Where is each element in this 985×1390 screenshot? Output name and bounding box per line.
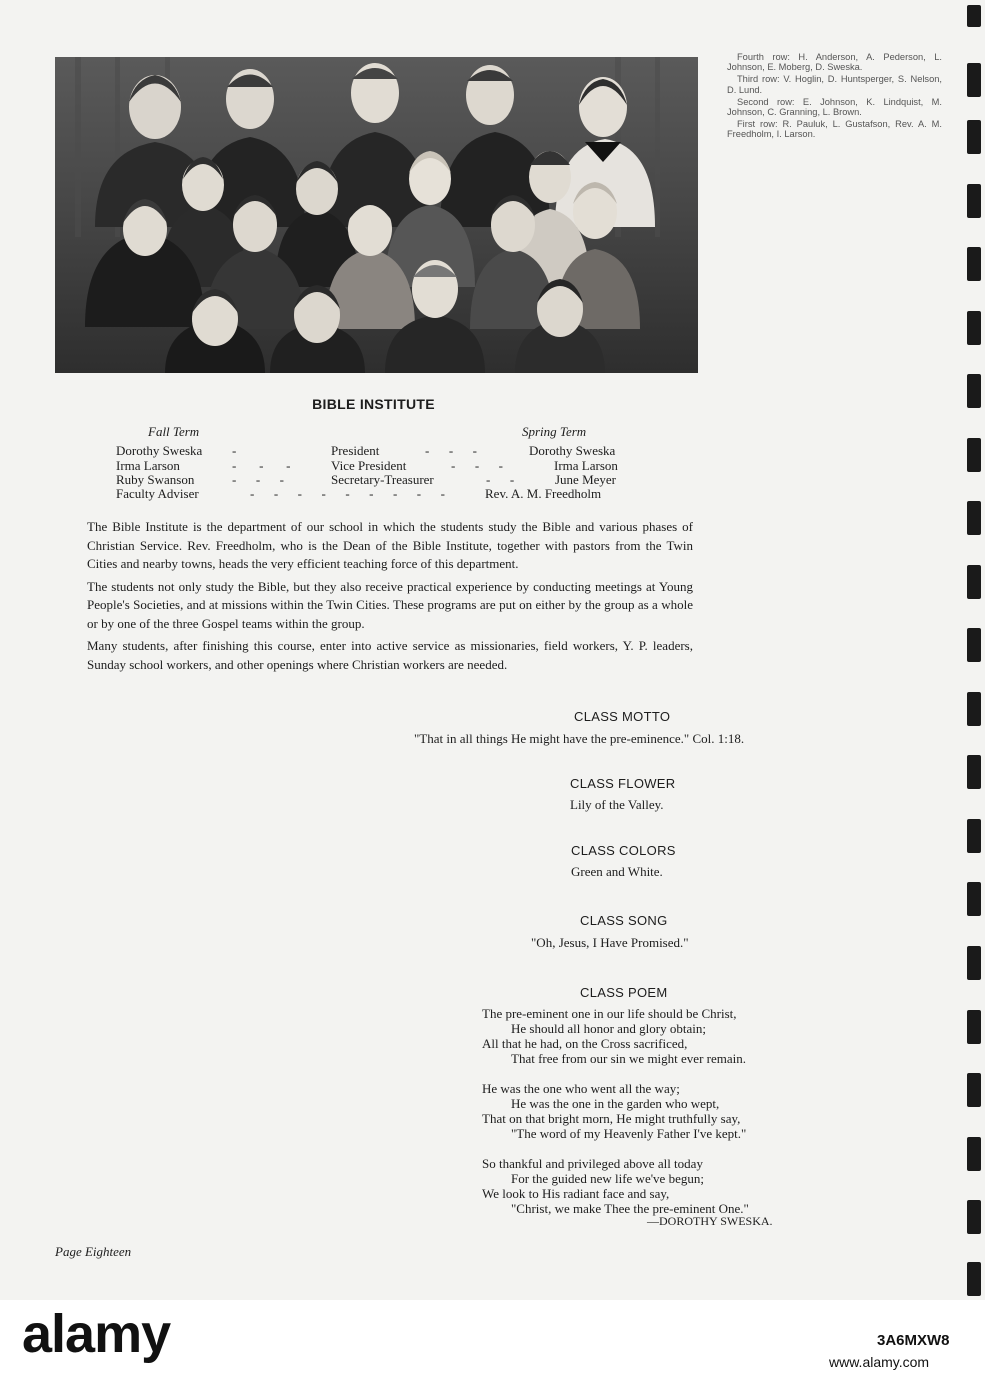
spring-officer: Irma Larson [554,458,618,473]
class-poem [482,1006,749,1231]
poem-line: For the guided new life we've begun; [511,1171,704,1186]
photo-caption [727,52,942,142]
group-photo-image [55,57,698,373]
binding-ring [967,374,981,408]
poem-author: —DOROTHY SWESKA. [647,1214,773,1228]
officer-row: Irma Larson - - - Vice President - - - Irma Larson [116,458,618,473]
page-number: Page Eighteen [55,1244,132,1259]
binding-ring [967,1137,981,1171]
class-song-title: CLASS SONG [580,913,668,928]
poem-line: He was the one who went all the way; [482,1081,680,1096]
binding-ring [967,1073,981,1107]
spring-officer: June Meyer [555,472,617,487]
fall-officer: Ruby Swanson [116,472,195,487]
binding-ring [967,120,981,154]
binding-ring [967,5,981,27]
class-poem-title: CLASS POEM [580,985,668,1000]
poem-line: The pre-eminent one in our life should be Christ, [482,1006,737,1021]
paragraph: The Bible Institute is the department of our school in which the students study the Bible and various phases of Christian Service. Rev. Freedholm, who is the Dean of the Bible Institute, together with pastors from the Twin Cities and nearby towns, heads the very efficient teaching force of this department. [87,519,693,571]
poem-stanza [482,1156,749,1216]
binding-ring [967,882,981,916]
binding-ring [967,628,981,662]
binding-ring [967,565,981,599]
binding-ring [967,184,981,218]
adviser-name: Rev. A. M. Freedholm [485,486,602,501]
binding-ring [967,1200,981,1234]
binding-ring [967,946,981,980]
poem-line: That free from our sin we might ever remain. [511,1051,746,1066]
poem-stanza [482,1006,749,1066]
class-motto-text: "That in all things He might have the pre-eminence." Col. 1:18. [414,731,745,746]
caption-first-row: First row: R. Pauluk, L. Gustafson, Rev. A. M. Freedholm, I. Larson. [727,119,942,140]
fall-officer: Dorothy Sweska [116,443,203,458]
binding-ring [967,247,981,281]
body-text [87,518,693,678]
binding-ring [967,755,981,789]
poem-line: "The word of my Heavenly Father I've kept." [511,1126,747,1141]
poem-line: "Christ, we make Thee the pre-eminent One." [511,1201,749,1216]
class-song-text: "Oh, Jesus, I Have Promised." [531,935,689,950]
binding-ring [967,501,981,535]
class-colors-title: CLASS COLORS [571,843,676,858]
poem-line: He was the one in the garden who wept, [511,1096,720,1111]
stock-logo: alamy [22,1304,171,1364]
poem-line: So thankful and privileged above all today [482,1156,703,1171]
fall-officer: Irma Larson [116,458,180,473]
officer-row: Ruby Swanson - - - Secretary-Treasurer - - June Meyer [116,472,617,487]
group-photo [55,57,698,373]
poem-line: That on that bright morn, He might truthfully say, [482,1111,741,1126]
office-title: Secretary-Treasurer [331,472,434,487]
paragraph: Many students, after finishing this course, enter into active service as missionaries, field workers, Y. P. leaders, Sunday school workers, and other openings where Christian workers are needed. [87,638,693,672]
spring-term-label: Spring Term [522,424,587,439]
paragraph: The students not only study the Bible, but they also receive practical experience by conducting meetings at Young People's Societies, and at missions within the Twin Cities. These programs are put on either by the group as a whole or by one of the three Gospel teams within the group. [87,578,693,631]
stock-url[interactable]: www.alamy.com [829,1354,930,1370]
fall-term-label: Fall Term [148,424,200,439]
stock-image-id: 3A6MXW8 [877,1332,950,1349]
officer-row: Dorothy Sweska - President - - - Dorothy Sweska [116,443,616,458]
binding-ring [967,63,981,97]
poem-line: All that he had, on the Cross sacrificed, [482,1036,688,1051]
binding-ring [967,819,981,853]
binding-ring [967,692,981,726]
adviser-row: Faculty Adviser - - - - - - - - - Rev. A. M. Freedholm [116,486,602,501]
poem-line: He should all honor and glory obtain; [511,1021,706,1036]
office-title: Vice President [331,458,407,473]
binding-ring [967,1262,981,1296]
section-heading: BIBLE INSTITUTE [312,396,435,412]
class-flower-text: Lily of the Valley. [570,797,664,812]
spring-officer: Dorothy Sweska [529,443,616,458]
binding-ring [967,311,981,345]
adviser-label: Faculty Adviser [116,486,199,501]
office-title: President [331,443,380,458]
caption-third-row: Third row: V. Hoglin, D. Huntsperger, S. Nelson, D. Lund. [727,74,942,95]
poem-stanza [482,1081,749,1141]
spiral-binding [963,0,985,1300]
binding-ring [967,1010,981,1044]
class-motto-title: CLASS MOTTO [574,709,671,724]
poem-line: We look to His radiant face and say, [482,1186,670,1201]
class-flower-title: CLASS FLOWER [570,776,676,791]
caption-second-row: Second row: E. Johnson, K. Lindquist, M. Johnson, C. Granning, L. Brown. [727,96,942,118]
class-colors-text: Green and White. [571,864,663,879]
caption-fourth-row: Fourth row: H. Anderson, A. Pederson, L. Johnson, E. Moberg, D. Sweska. [727,52,942,73]
